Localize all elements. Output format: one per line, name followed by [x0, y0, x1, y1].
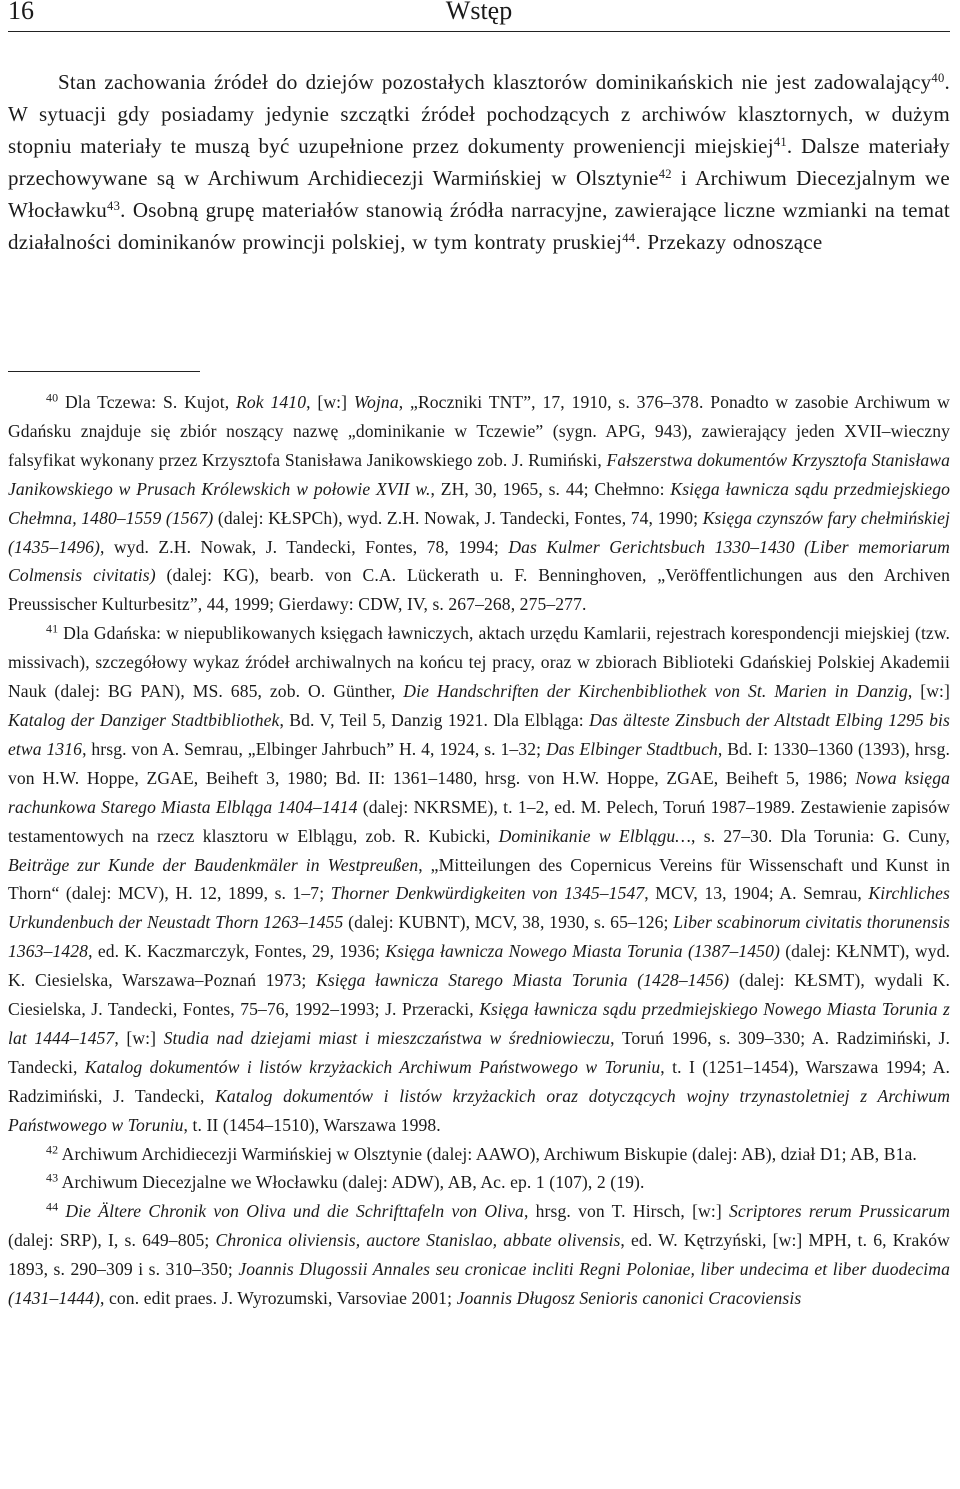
text-run: (dalej: KŁSPCh), wyd. Z.H. Nowak, J. Tandecki, Fontes, 74, 1990; [213, 507, 703, 528]
footnote-ref-40: 40 [931, 71, 945, 86]
italic-title: Księga czynszów fary chełmińskiej (1435–1496) [8, 507, 950, 557]
italic-title: Księga ławnicza sądu przedmiejskiego Chełmna, 1480–1559 (1567) [8, 478, 950, 528]
text-run: , [w:] [306, 392, 354, 412]
italic-title: Wojna [353, 392, 399, 412]
italic-title: Dominikanie w Elblągu… [498, 825, 692, 846]
footnote-ref-43: 43 [107, 199, 121, 214]
text-run: , ed. K. Kaczmarczyk, Fontes, 29, 1936; [88, 941, 386, 962]
text-run: , [w:] [907, 681, 950, 702]
footnote-number: 41 [46, 621, 59, 636]
footnote-43 [8, 1168, 950, 1197]
page-number: 16 [8, 0, 34, 25]
footnote-ref-41: 41 [773, 135, 787, 150]
italic-title: Katalog dokumentów i listów krzyżackich oraz dotyczących wojny trzynastoletniej z Archiwum Państwowego w Toruniu [8, 1085, 951, 1135]
text-run: , hrsg. von A. Semrau, „Elbinger Jahrbuch” H. 4, 1924, s. 1–32; [82, 738, 546, 759]
paragraph [8, 66, 950, 258]
italic-title: Scriptores rerum Prussicarum [729, 1201, 950, 1222]
italic-title: Księga ławnicza Nowego Miasta Torunia (1387–1450) [385, 941, 780, 962]
footnote-40 [8, 388, 950, 619]
italic-title: Kirchliches Urkundenbuch der Neustadt Thorn 1263–1455 [8, 883, 950, 933]
italic-title: Fałszerstwa dokumentów Krzysztofa Stanisława Janikowskiego w Prusach Królewskich w połowie XVII w. [8, 449, 950, 499]
text-run: (dalej: KUBNT), MCV, 38, 1930, s. 65–126; [343, 912, 674, 933]
italic-title: Chronica oliviensis, auctore Stanislao, abbate olivensis [215, 1230, 621, 1251]
page-header [8, 0, 950, 34]
text-run: (dalej: NKRSME), t. 1–2, ed. M. Pelech, Toruń 1987–1989. Zestawienie zapisów testamentowych na rzecz klasztoru w Elblągu, zob. R. Kubicki, [8, 796, 951, 846]
text-run: (dalej: SRP), I, s. 649–805; [8, 1230, 216, 1251]
footnote-41 [8, 619, 950, 1139]
text-run: Dla Gdańska: w niepublikowanych księgach ławniczych, aktach urzędu Kamlarii, rejestrach korespondencji miejskiej (tzw. missivach), szczegółowy wykaz źródeł archiwalnych na końcu tej pracy, oraz w zbiorach Biblioteki Gdańskiej Polskiej Akademii Nauk (dalej: BG PAN), MS. 685, zob. O. Günther, [8, 623, 950, 702]
text-run: . W sytuacji gdy posiadamy jedynie szczątki źródeł pochodzących z archiwów klasztornych, w dużym stopniu materiały te muszą być uzupełnione przez dokumenty proweniencji miejskiej [8, 70, 950, 158]
text-run: , ZH, 30, 1965, s. 44; Chełmno: [430, 478, 671, 499]
text-run: , „Mitteilungen des Copernicus Vereins für Wissenschaft und Kunst in Thorn“ (dalej: MCV), H. 12, 1899, s. 1–7; [8, 854, 950, 904]
text-run: , hrsg. von T. Hirsch, [w:] [523, 1201, 730, 1222]
text-run: (dalej: KŁNMT), wyd. K. Ciesielska, Warszawa–Poznań 1973; [8, 941, 950, 991]
text-run: Stan zachowania źródeł do dziejów pozostałych klasztorów dominikańskich nie jest zadowalający [58, 70, 932, 94]
text-run: . Przekazy odnoszące [635, 230, 823, 254]
text-run: , MCV, 13, 1904; A. Semrau, [644, 883, 869, 904]
footnote-number: 44 [46, 1199, 59, 1214]
text-run: (dalej: KG), bearb. von C.A. Lückerath u. F. Benninghoven, „Veröffentlichungen aus den Archiven Preussischer Kulturbesitz”, 44, 1999; Gierdawy: CDW, IV, s. 267–268, 275–277. [8, 565, 950, 615]
text-run: . Osobną grupę materiałów stanowią źródła narracyjne, zawierające liczne wzmianki na temat działalności dominikanów prowincji polskiej, w tym kontraty pruskiej [8, 198, 950, 254]
text-run: i Archiwum Diecezjalnym we Włocławku [8, 166, 950, 222]
italic-title: Katalog der Danziger Stadtbibliothek [8, 709, 280, 730]
italic-title: Rok 1410 [236, 392, 307, 412]
main-text [8, 66, 950, 258]
italic-title: Joannis Długosz Senioris canonici Cracoviensis [456, 1288, 802, 1309]
running-title: Wstęp [445, 0, 513, 25]
italic-title: Das Elbinger Stadtbuch [545, 738, 718, 759]
text-run: . Dalsze materiały przechowywane są w Archiwum Archidiecezji Warmińskiej w Olsztynie [8, 134, 950, 190]
text-run: , con. edit praes. J. Wyrozumski, Varsoviae 2001; [100, 1288, 457, 1309]
italic-title: Liber scabinorum civitatis thorunensis 1363–1428 [8, 912, 950, 962]
italic-title: Księga ławnicza Starego Miasta Torunia (1428–1456) [316, 970, 730, 991]
text-run: , t. I (1251–1454), Warszawa 1994; A. Radzimiński, J. Tandecki, [8, 1056, 950, 1106]
text-run: Archiwum Archidiecezji Warmińskiej w Olsztynie (dalej: AAWO), Archiwum Biskupie (dalej: AB), dział D1; AB, B1a. [58, 1143, 917, 1164]
italic-title: Das älteste Zinsbuch der Altstadt Elbing 1295 bis etwa 1316 [8, 709, 950, 759]
italic-title: Die Ältere Chronik von Oliva und die Schrifttafeln von Oliva [65, 1201, 524, 1222]
text-run: , „Roczniki TNT”, 17, 1910, s. 376–378. Ponadto w zasobie Archiwum w Gdańsku znajduje się zbiór noszący nazwę „dominikanie w Tczewie” (sygn. APG, 943), zawierający jeden XVII–wieczny falsyfikat wykonany przez Krzysztofa Stanisława Janikowskiego zob. J. Rumiński, [8, 392, 950, 470]
text-run: , t. II (1454–1510), Warszawa 1998. [183, 1114, 441, 1135]
italic-title: Nowa księga rachunkowa Starego Miasta Elbląga 1404–1414 [8, 767, 951, 817]
italic-title: Katalog dokumentów i listów krzyżackich Archiwum Państwowego w Toruniu [84, 1056, 661, 1077]
italic-title: Księga ławnicza sądu przedmiejskiego Nowego Miasta Torunia z lat 1444–1457 [8, 999, 950, 1048]
footnote-ref-44: 44 [622, 231, 636, 246]
text-run: , Bd. V, Teil 5, Danzig 1921. Dla Elbląga: [279, 709, 590, 730]
footnote-separator [8, 371, 200, 372]
italic-title: Beiträge zur Kunde der Baudenkmäler in Westpreußen [8, 854, 419, 875]
footnote-44 [8, 1197, 950, 1313]
text-run: , wyd. Z.H. Nowak, J. Tandecki, Fontes, 78, 1994; [100, 536, 509, 557]
text-run: , s. 27–30. Dla Torunia: G. Cuny, [691, 825, 950, 846]
text-run: Dla Tczewa: S. Kujot, [58, 392, 237, 412]
italic-title: Studia nad dziejami miast i mieszczaństwa w średniowieczu [163, 1027, 611, 1048]
footnote-number: 42 [46, 1141, 59, 1156]
footnotes [8, 388, 950, 1313]
footnote-42 [8, 1140, 950, 1169]
footnote-number: 40 [46, 390, 59, 405]
footnote-number: 43 [46, 1170, 59, 1185]
text-run: (dalej: KŁSMT), wydali K. Ciesielska, J. Tandecki, Fontes, 75–76, 1992–1993; J. Przeracki, [8, 970, 950, 1020]
italic-title: Joannis Dlugossii Annales seu cronicae incliti Regni Poloniae, liber undecima et liber duodecima (1431–1444) [8, 1259, 950, 1309]
text-run: , ed. W. Kętrzyński, [w:] MPH, t. 6, Kraków 1893, s. 290–309 i s. 310–350; [8, 1230, 950, 1280]
text-run: Archiwum Diecezjalne we Włocławku (dalej: ADW), AB, Ac. ep. 1 (107), 2 (19). [58, 1172, 645, 1193]
header-rule [8, 31, 950, 32]
text-run: , [w:] [114, 1027, 164, 1048]
text-run: , Bd. I: 1330–1360 (1393), hrsg. von H.W. Hoppe, ZGAE, Beiheft 3, 1980; Bd. II: 1361–1480, hrsg. von H.W. Hoppe, ZGAE, Beiheft 5, 1986; [8, 738, 950, 788]
italic-title: Thorner Denkwürdigkeiten von 1345–1547 [330, 883, 645, 904]
text-run: , Toruń 1996, s. 309–330; A. Radzimiński, J. Tandecki, [8, 1027, 950, 1077]
italic-title: Die Handschriften der Kirchenbibliothek von St. Marien in Danzig [403, 681, 908, 702]
footnote-ref-42: 42 [658, 167, 672, 182]
italic-title: Das Kulmer Gerichtsbuch 1330–1430 (Liber memoriarum Colmensis civitatis) [8, 536, 950, 586]
